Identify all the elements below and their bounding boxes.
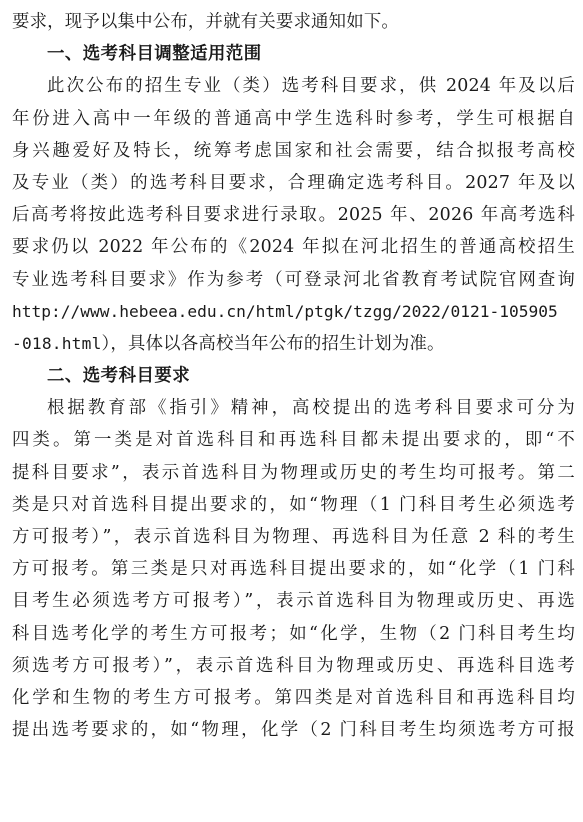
document-body	[12, 6, 575, 779]
paragraph-line: 类是只对首选科目提出要求的，如“物理（1 门科目考生必须选考	[12, 494, 575, 515]
paragraph-line: 提科目要求”，表示首选科目为物理或历史的考生均可报考。第二	[12, 462, 575, 483]
paragraph-line: 专业选考科目要求》作为参考（可登录河北省教育考试院官网查询	[12, 269, 575, 290]
paragraph-line: 须选考方可报考）”，表示首选科目为物理或历史、再选科目选考	[12, 655, 575, 676]
paragraph-line: 方可报考。第三类是只对再选科目提出要求的，如“化学（1 门科	[12, 559, 575, 580]
paragraph-text: ），具体以各高校当年公布的招生计划为准。	[101, 333, 445, 354]
paragraph-line: 后高考将按此选考科目要求进行录取。2025 年、2026 年高考选科	[12, 205, 575, 226]
paragraph-line: 四类。第一类是对首选科目和再选科目都未提出要求的，即“不	[12, 430, 575, 451]
paragraph-line	[12, 746, 575, 778]
section-heading: 二、选考科目要求	[47, 366, 191, 387]
url-line: http://www.hebeea.edu.cn/html/ptgk/tzgg/2022/0121-105905	[12, 301, 558, 321]
paragraph-line: 根据教育部《指引》精神，高校提出的选考科目要求可分为	[47, 398, 575, 419]
paragraph-line: 目考生必须选考方可报考）”，表示首选科目为物理或历史、再选	[12, 591, 575, 612]
paragraph-line: 此次公布的招生专业（类）选考科目要求，供 2024 年及以后	[47, 76, 575, 97]
paragraph-line: 身兴趣爱好及特长，统筹考虑国家和社会需要，结合拟报考高校	[12, 140, 575, 161]
paragraph-line: 年份进入高中一年级的普通高中学生选科时参考，学生可根据自	[12, 108, 575, 129]
paragraph-line: 方可报考）”，表示首选科目为物理、再选科目为任意 2 科的考生	[12, 527, 575, 547]
paragraph-line: 及专业（类）的选考科目要求，合理确定选考科目。2027 年及以	[12, 172, 575, 193]
paragraph-line: 化学和生物的考生方可报考。第四类是对首选科目和再选科目均	[12, 687, 575, 708]
paragraph-line: 科目选考化学的考生方可报考；如“化学，生物（2 门科目考生均	[12, 623, 575, 644]
paragraph-line: 要求仍以 2022 年公布的《2024 年拟在河北招生的普通高校招生	[12, 237, 575, 258]
section-heading: 一、选考科目调整适用范围	[47, 44, 262, 65]
paragraph-line: 要求，现予以集中公布，并就有关要求通知如下。	[12, 12, 399, 32]
url-fragment: -018.html	[12, 333, 102, 353]
paragraph-line: 提出选考要求的，如“物理，化学（2 门科目考生均须选考方可报	[12, 720, 575, 741]
paragraph-line	[12, 328, 575, 360]
